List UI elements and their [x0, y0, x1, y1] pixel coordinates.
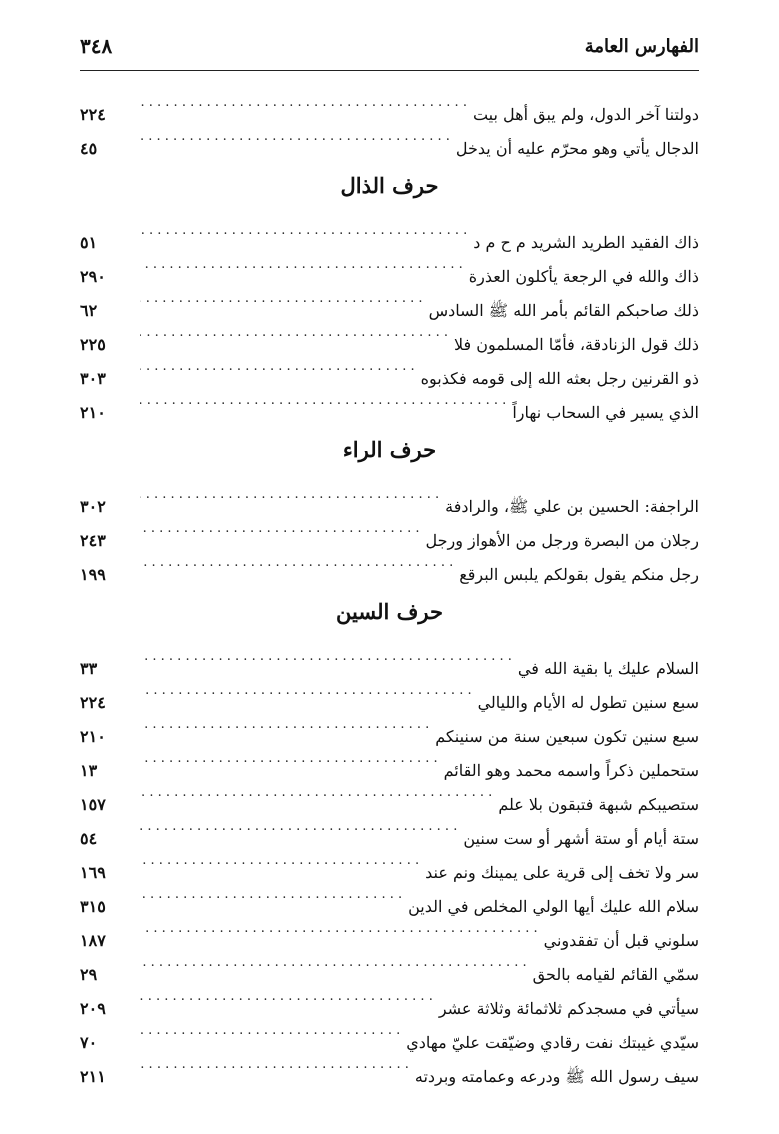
entry-text: الذي يسير في السحاب نهاراً [512, 403, 699, 422]
entry-text: رجلان من البصرة ورجل من الأهواز ورجل [425, 531, 699, 550]
dot-leader [140, 478, 439, 512]
entry-text: السلام عليك يا بقية الله في [517, 659, 699, 678]
entry-page-number: ٦٢ [80, 301, 98, 320]
section-heading: حرف السين [336, 599, 443, 624]
entry-text: الدجال يأتي وهو محرّم عليه أن يدخل [455, 139, 699, 158]
dot-leader [140, 674, 472, 708]
entry-page-number: ٣١٥ [80, 897, 106, 916]
entry-text: دولتنا آخر الدول، ولم يبق أهل بيت [472, 105, 699, 124]
dot-leader [140, 912, 538, 946]
page-header [80, 28, 699, 64]
entry-page-number: ٣٠٢ [80, 497, 106, 516]
dot-leader [140, 810, 457, 844]
entry-text: سلام الله عليك أيها الولي المخلص في الدين [408, 897, 699, 916]
entry-page-number: ٢٠٩ [80, 999, 106, 1018]
entry-page-number: ٧٠ [80, 1033, 98, 1052]
entry-text: ذلك قول الزنادقة، فأمّا المسلمون فلا [453, 335, 699, 354]
entry-page-number: ٢٢٤ [80, 105, 106, 124]
entry-page-number: ١٣ [80, 761, 98, 780]
entry-text: سبع سنين تكون سبعين سنة من سنينكم [435, 727, 699, 746]
entry-page-number: ٢١٠ [80, 727, 106, 746]
header-rule [80, 70, 699, 71]
index-entry [80, 640, 699, 678]
entry-text: ستحملين ذكراً واسمه محمد وهو القائم [443, 761, 699, 780]
entry-text: سر ولا تخف إلى قرية على يمينك ونم عند [425, 863, 699, 882]
entry-page-number: ٥٤ [80, 829, 98, 848]
entry-text: سيأتي في مسجدكم ثلاثمائة وثلاثة عشر [438, 999, 699, 1018]
entry-page-number: ٢٩٠ [80, 267, 106, 286]
entry-text: ذاك والله في الرجعة يأكلون العذرة [468, 267, 699, 286]
dot-leader [140, 214, 467, 248]
dot-leader [140, 1048, 409, 1082]
entry-text: ذلك صاحبكم القائم بأمر الله ﷺ السادس [428, 301, 699, 320]
dot-leader [140, 384, 506, 418]
entry-page-number: ٢٩ [80, 965, 98, 984]
dot-leader [140, 776, 492, 810]
dot-leader [140, 546, 453, 580]
entry-text: سلوني قبل أن تفقدوني [543, 931, 699, 950]
dot-leader [140, 708, 429, 742]
entry-text: سبع سنين تطول له الأيام والليالي [477, 693, 699, 712]
dot-leader [140, 350, 415, 384]
entry-page-number: ٢٤٣ [80, 531, 106, 550]
entry-text: ستة أيام أو ستة أشهر أو ست سنين [463, 829, 699, 848]
dot-leader [140, 120, 450, 154]
entry-text: رجل منكم يقول بقولكم يلبس البرقع [459, 565, 699, 584]
entry-text: ستصيبكم شبهة فتبقون بلا علم [498, 795, 699, 814]
dot-leader [140, 282, 423, 316]
entry-page-number: ٢١٠ [80, 403, 106, 422]
entry-page-number: ٢٢٤ [80, 693, 106, 712]
dot-leader [140, 316, 448, 350]
dot-leader [140, 742, 438, 776]
dot-leader [140, 980, 433, 1014]
running-title: الفهارس العامة [584, 35, 699, 57]
entry-text: الراجفة: الحسين بن علي ﷺ، والرادفة [445, 497, 699, 516]
dot-leader [140, 878, 402, 912]
index-entry [80, 214, 699, 252]
dot-leader [140, 640, 512, 674]
page-number: ٣٤٨ [80, 34, 113, 58]
entry-text: سمّي القائم لقيامه بالحق [532, 965, 699, 984]
entry-text: ذاك الفقيد الطريد الشريد م ح م د [473, 233, 699, 252]
index-content [80, 86, 699, 1086]
entry-page-number: ٣٠٣ [80, 369, 106, 388]
dot-leader [140, 844, 419, 878]
entry-page-number: ٤٥ [80, 139, 98, 158]
index-entry [80, 478, 699, 516]
dot-leader [140, 86, 467, 120]
entry-page-number: ١٥٧ [80, 795, 106, 814]
dot-leader [140, 1014, 400, 1048]
dot-leader [140, 946, 527, 980]
entry-page-number: ٢٢٥ [80, 335, 106, 354]
section-heading: حرف الراء [342, 437, 437, 462]
dot-leader [140, 248, 463, 282]
entry-page-number: ٥١ [80, 233, 98, 252]
entry-page-number: ١٩٩ [80, 565, 106, 584]
entry-text: سيف رسول الله ﷺ ودرعه وعمامته وبردته [414, 1067, 699, 1086]
dot-leader [140, 512, 419, 546]
entry-text: سيّدي غيبتك نفت رقادي وضيّقت عليّ مهادي [406, 1033, 699, 1052]
index-entry [80, 86, 699, 124]
entry-text: ذو القرنين رجل بعثه الله إلى قومه فكذبوه [420, 369, 699, 388]
section-heading: حرف الذال [340, 173, 439, 198]
entry-page-number: ٣٣ [80, 659, 98, 678]
entry-page-number: ١٨٧ [80, 931, 106, 950]
entry-page-number: ١٦٩ [80, 863, 106, 882]
entry-page-number: ٢١١ [80, 1067, 106, 1086]
